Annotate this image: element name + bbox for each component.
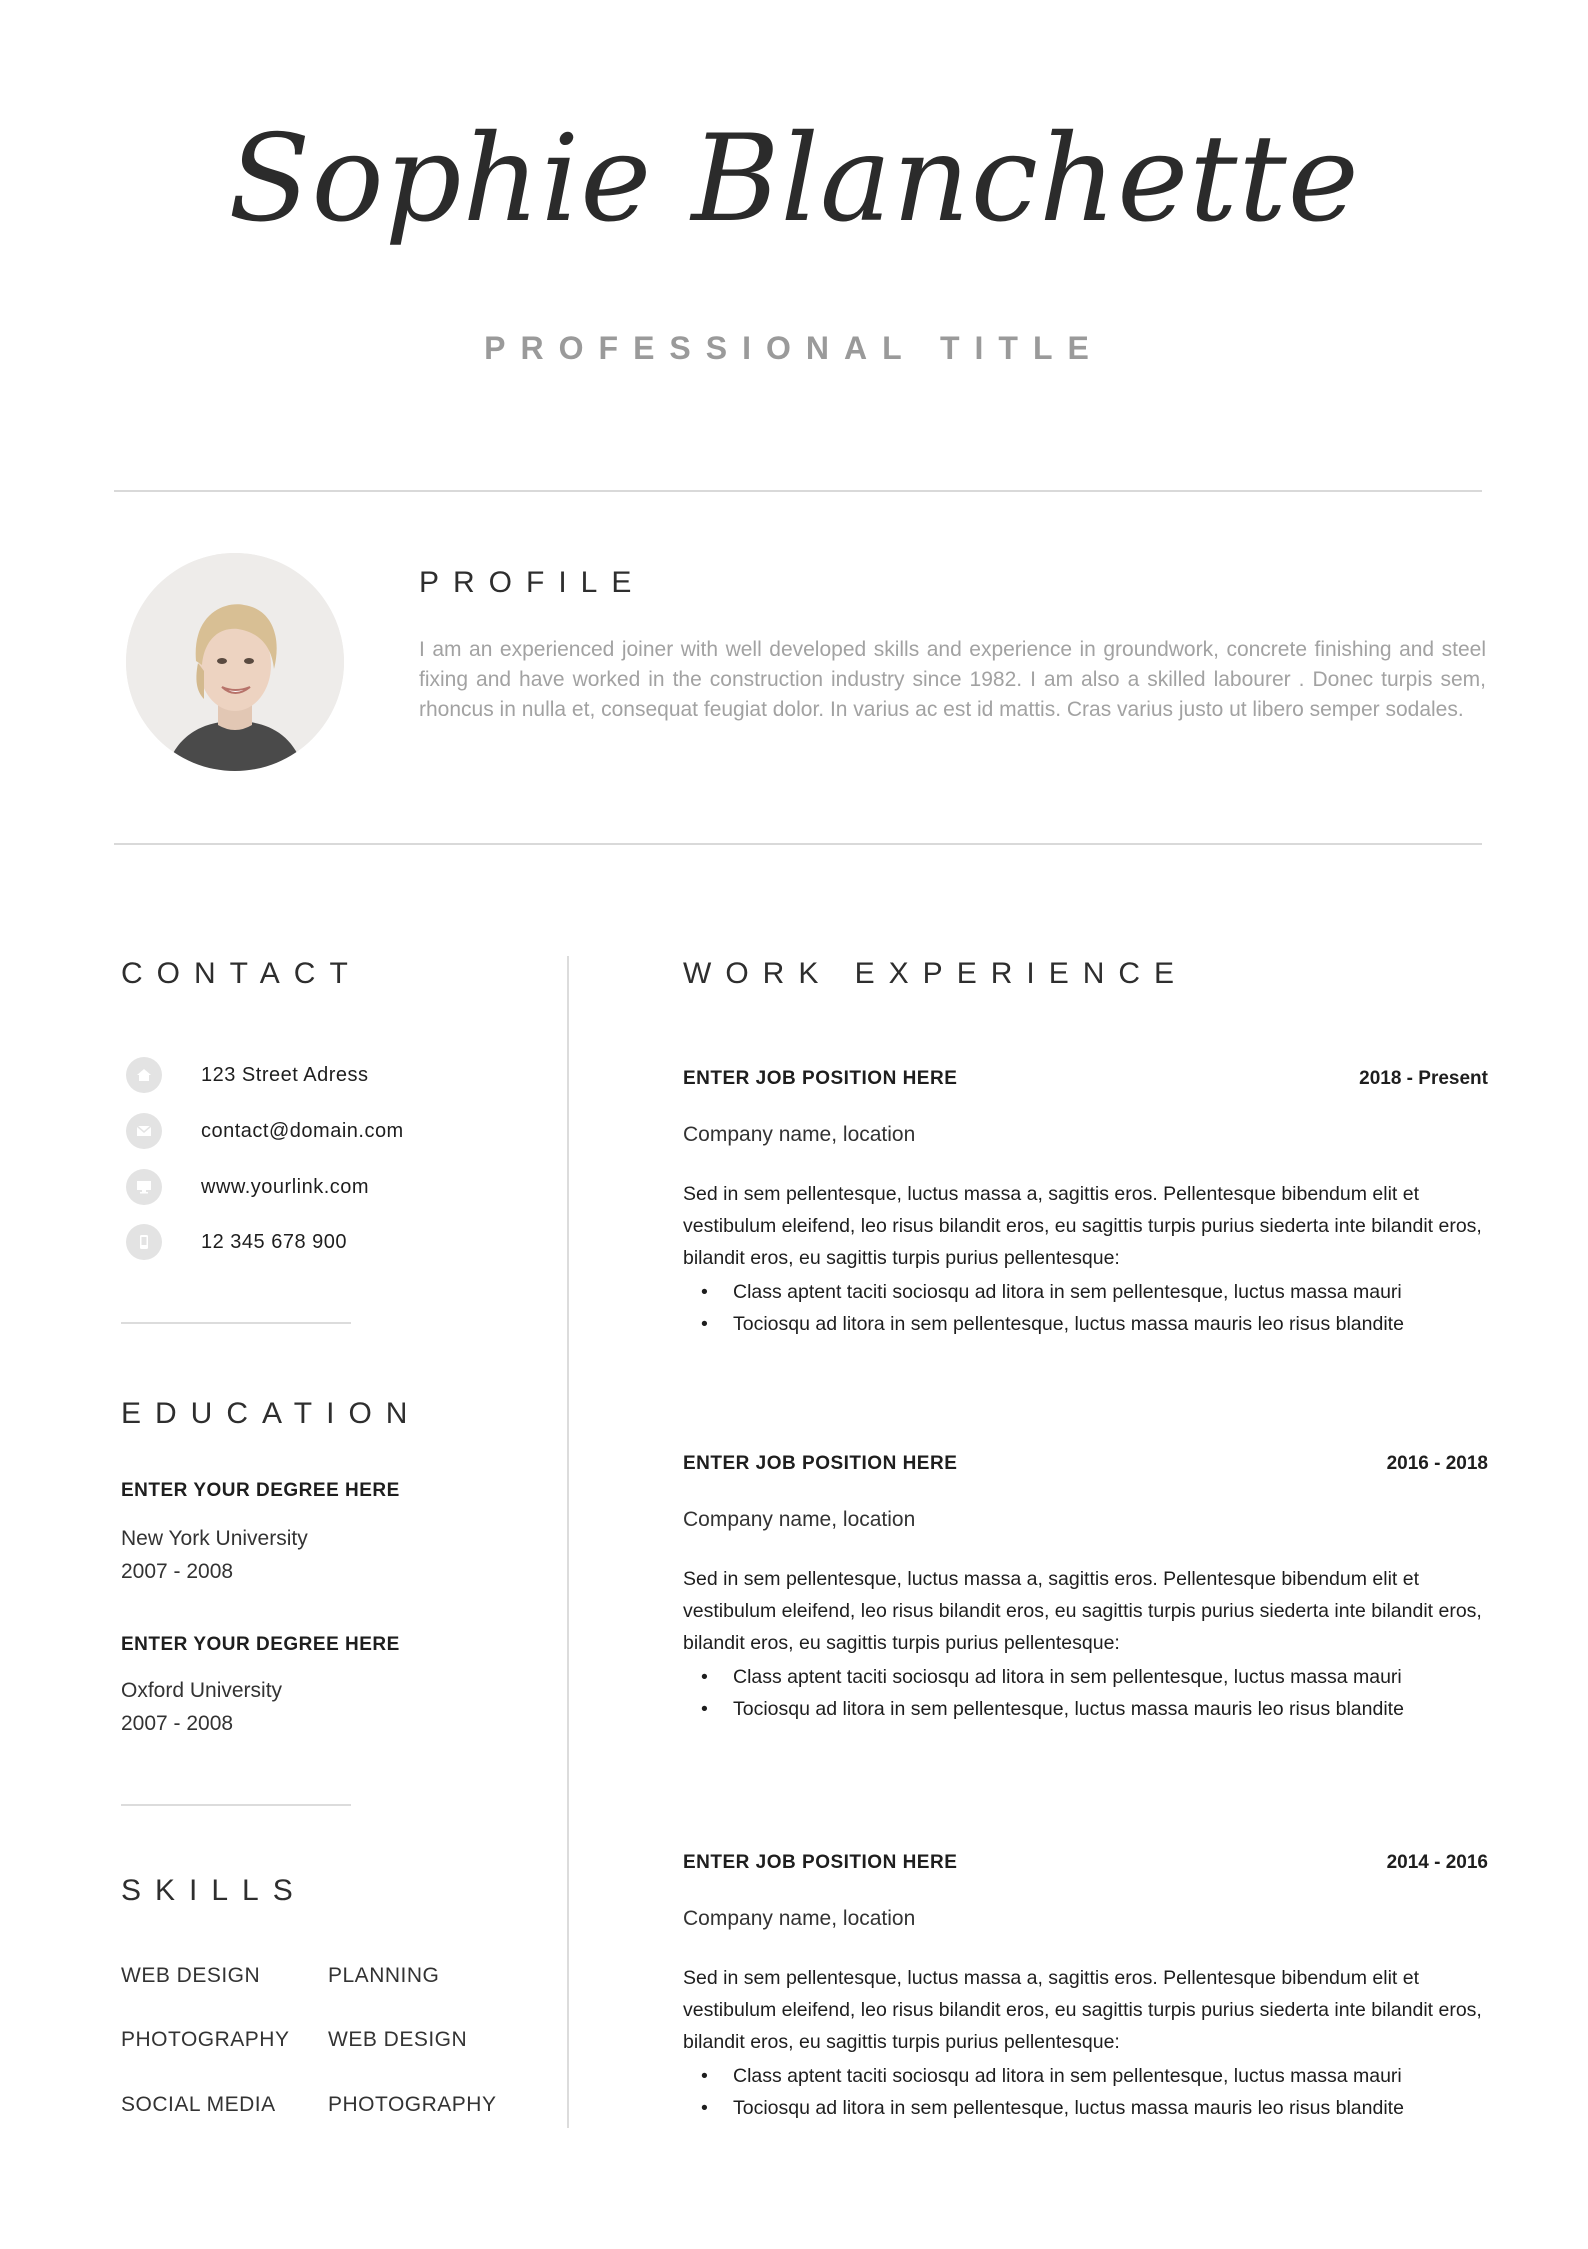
job-position: ENTER JOB POSITION HERE: [683, 1453, 958, 1474]
job-position: ENTER JOB POSITION HERE: [683, 1068, 958, 1089]
contact-divider: [121, 1322, 351, 1324]
education-degree: ENTER YOUR DEGREE HERE: [121, 1480, 400, 1501]
contact-website-text[interactable]: www.yourlink.com: [201, 1175, 370, 1198]
job-company: Company name, location: [683, 1123, 916, 1146]
home-icon: [126, 1057, 162, 1093]
education-degree: ENTER YOUR DEGREE HERE: [121, 1634, 400, 1655]
skill-item: PHOTOGRAPHY: [121, 2028, 290, 2051]
education-years: 2007 - 2008: [121, 1560, 234, 1583]
job-bullet: • Class aptent taciti sociosqu ad litora in sem pellentesque, luctus massa mauri: [683, 1276, 1498, 1308]
profile-photo: [126, 553, 344, 771]
work-heading: WORK EXPERIENCE: [683, 957, 1189, 990]
job-company: Company name, location: [683, 1907, 916, 1930]
job-bullet: • Class aptent taciti sociosqu ad litora in sem pellentesque, luctus massa mauri: [683, 2060, 1498, 2092]
skills-heading: SKILLS: [121, 1874, 307, 1907]
monitor-icon: [126, 1169, 162, 1205]
skill-item: WEB DESIGN: [328, 2028, 468, 2051]
profile-text: I am an experienced joiner with well developed skills and experience in groundwork, concrete finishing and steel fixing and have worked in the construction industry since 1982. I am also a skilled labourer . Donec turpis sem, rhoncus in nulla et, consequat feugiat dolor. In varius ac est id mattis. Cras varius justo ut libero semper sodales.: [419, 638, 1486, 721]
job-company: Company name, location: [683, 1508, 916, 1531]
job-description: Sed in sem pellentesque, luctus massa a, sagittis eros. Pellentesque bibendum elit et vestibulum eleifend, leo risus bilandit eros, eu sagittis turpis purius siederta inte bilandit eros, bilandit eros, eu sagittis turpis purius pellentesque:: [683, 1183, 1482, 1269]
top-divider: [114, 490, 1482, 492]
job-bullets: [683, 2060, 1498, 2124]
job-bullet: • Class aptent taciti sociosqu ad litora in sem pellentesque, luctus massa mauri: [683, 1661, 1498, 1693]
job-position: ENTER JOB POSITION HERE: [683, 1852, 958, 1873]
contact-address: [126, 1056, 368, 1094]
column-divider: [567, 956, 569, 2128]
skill-item: SOCIAL MEDIA: [121, 2093, 276, 2116]
contact-phone-text: 12 345 678 900: [201, 1230, 348, 1253]
job-dates: 2018 - Present: [1359, 1068, 1488, 1089]
contact-heading: CONTACT: [121, 957, 362, 990]
contact-email: [126, 1112, 404, 1150]
job-description: Sed in sem pellentesque, luctus massa a, sagittis eros. Pellentesque bibendum elit et vestibulum eleifend, leo risus bilandit eros, eu sagittis turpis purius siederta inte bilandit eros, bilandit eros, eu sagittis turpis purius pellentesque:: [683, 1568, 1482, 1654]
contact-address-text: 123 Street Adress: [201, 1063, 369, 1086]
avatar: [126, 553, 344, 771]
resume-name: Sophie Blanchette: [228, 110, 1360, 249]
contact-phone: [126, 1223, 347, 1261]
professional-title: PROFESSIONAL TITLE: [484, 330, 1104, 366]
job-dates: 2016 - 2018: [1386, 1453, 1488, 1474]
skill-item: WEB DESIGN: [121, 1964, 261, 1987]
contact-email-text[interactable]: contact@domain.com: [201, 1119, 404, 1142]
education-years: 2007 - 2008: [121, 1712, 234, 1735]
job-bullet: • Tociosqu ad litora in sem pellentesque, luctus massa mauris leo risus blandite: [683, 1693, 1498, 1725]
education-school: New York University: [121, 1527, 308, 1550]
job-bullets: [683, 1276, 1498, 1340]
contact-website: [126, 1168, 369, 1206]
job-description: Sed in sem pellentesque, luctus massa a, sagittis eros. Pellentesque bibendum elit et vestibulum eleifend, leo risus bilandit eros, eu sagittis turpis purius siederta inte bilandit eros, bilandit eros, eu sagittis turpis purius pellentesque:: [683, 1967, 1482, 2053]
education-divider: [121, 1804, 351, 1806]
mail-icon: [126, 1113, 162, 1149]
job-bullet: • Tociosqu ad litora in sem pellentesque, luctus massa mauris leo risus blandite: [683, 1308, 1498, 1340]
skill-item: PLANNING: [328, 1964, 440, 1987]
skill-item: PHOTOGRAPHY: [328, 2093, 497, 2116]
profile-heading: PROFILE: [419, 566, 646, 599]
profile-divider: [114, 843, 1482, 845]
education-school: Oxford University: [121, 1679, 283, 1702]
education-heading: EDUCATION: [121, 1397, 422, 1430]
job-bullet: • Tociosqu ad litora in sem pellentesque, luctus massa mauris leo risus blandite: [683, 2092, 1498, 2124]
job-bullets: [683, 1661, 1498, 1725]
phone-icon: [126, 1224, 162, 1260]
job-dates: 2014 - 2016: [1386, 1852, 1488, 1873]
